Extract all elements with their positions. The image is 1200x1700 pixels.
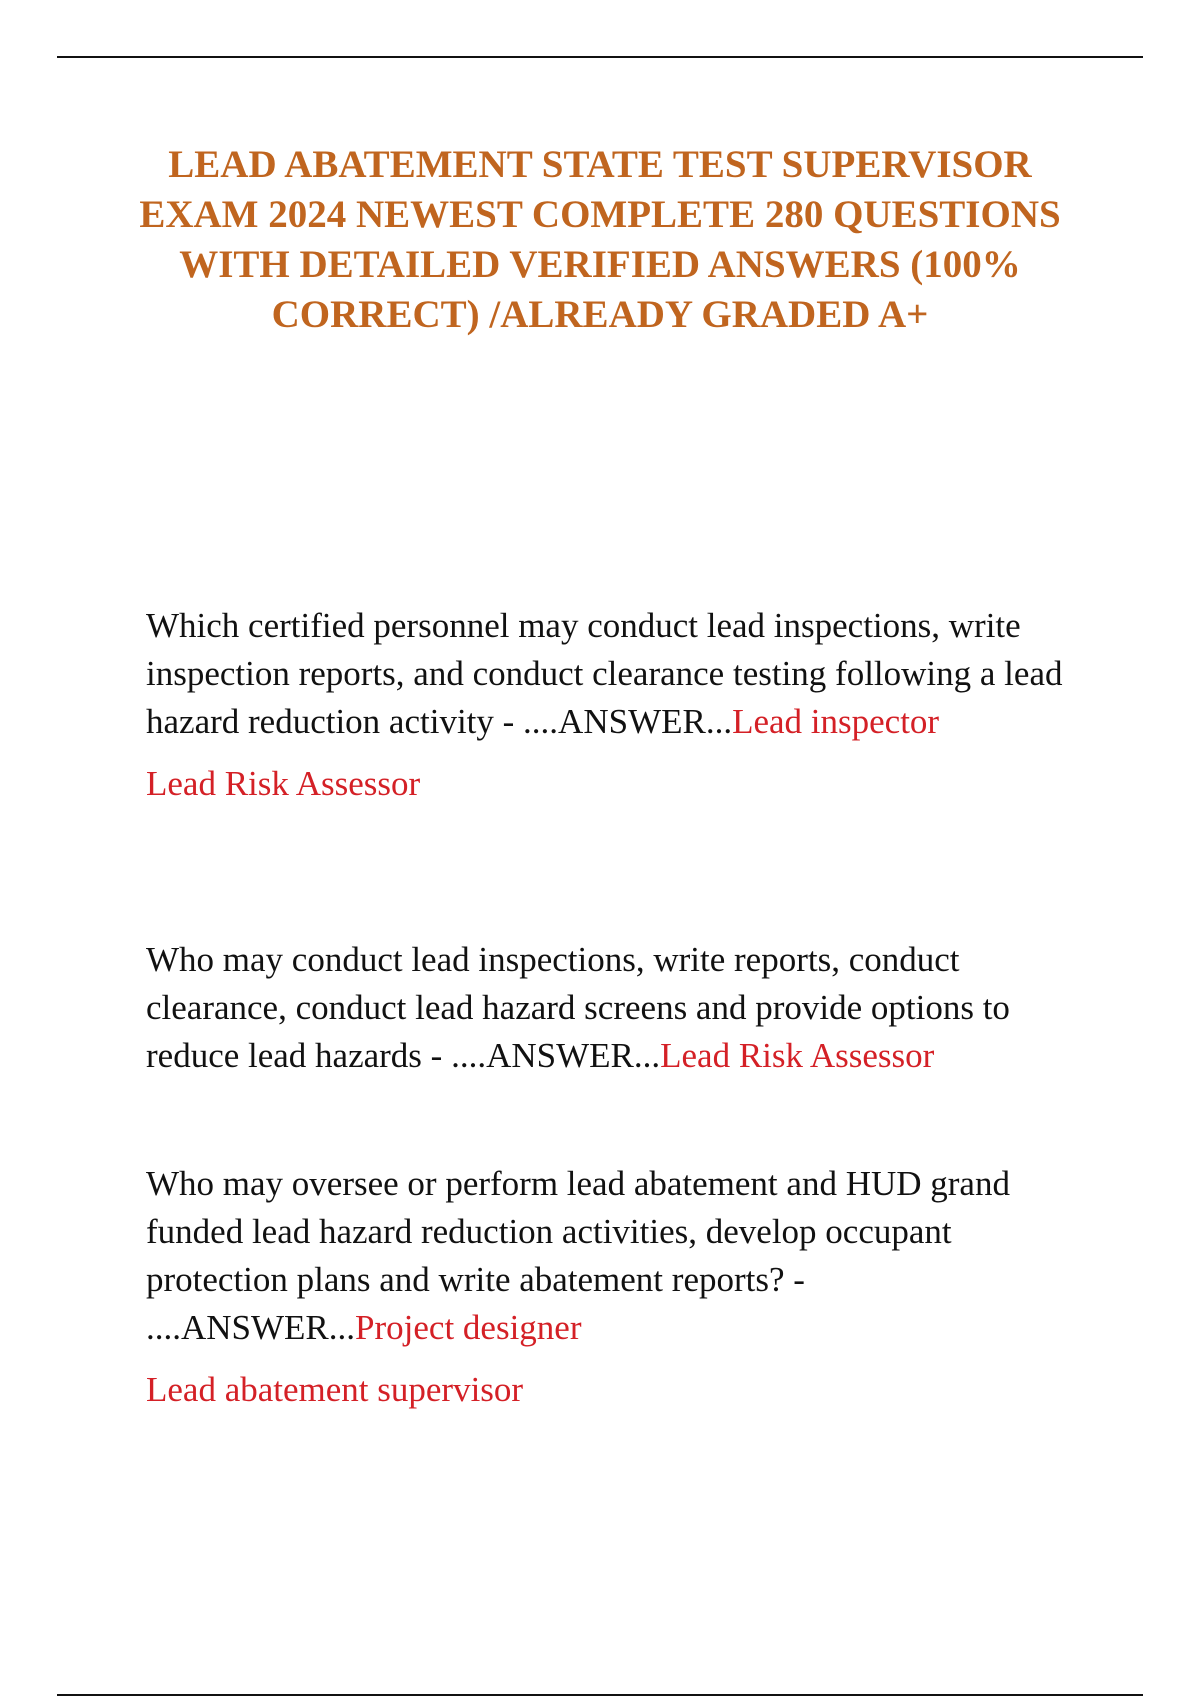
question-body: Who may oversee or perform lead abatement and HUD grand funded lead hazard reduction activities, develop occupant protection plans and write abatement reports? - ....ANSWER... (146, 1164, 1010, 1347)
answer-extra: Lead abatement supervisor (146, 1370, 524, 1409)
top-divider (57, 56, 1143, 58)
bottom-divider (57, 1694, 1143, 1696)
question-text (146, 602, 1066, 746)
qa-item (146, 602, 1066, 808)
question-text (146, 936, 1066, 1080)
answer-extra: Lead Risk Assessor (146, 764, 421, 803)
answer-text: Project designer (355, 1308, 582, 1347)
question-body: Which certified personnel may conduct lead inspections, write inspection reports, and conduct clearance testing following a lead hazard reduction activity - ....ANSWER... (146, 606, 1063, 741)
qa-item (146, 1160, 1066, 1414)
qa-item (146, 936, 1066, 1080)
question-body: Who may conduct lead inspections, write reports, conduct clearance, conduct lead hazard screens and provide options to reduce lead hazards - ....ANSWER... (146, 940, 1010, 1075)
document-title: LEAD ABATEMENT STATE TEST SUPERVISOR EXAM 2024 NEWEST COMPLETE 280 QUESTIONS WITH DETAILED VERIFIED ANSWERS (100% CORRECT) /ALREADY GRADED A+ (139, 143, 1061, 336)
answer-text: Lead Risk Assessor (660, 1036, 935, 1075)
question-text (146, 1160, 1066, 1352)
answer-text: Lead inspector (732, 702, 940, 741)
